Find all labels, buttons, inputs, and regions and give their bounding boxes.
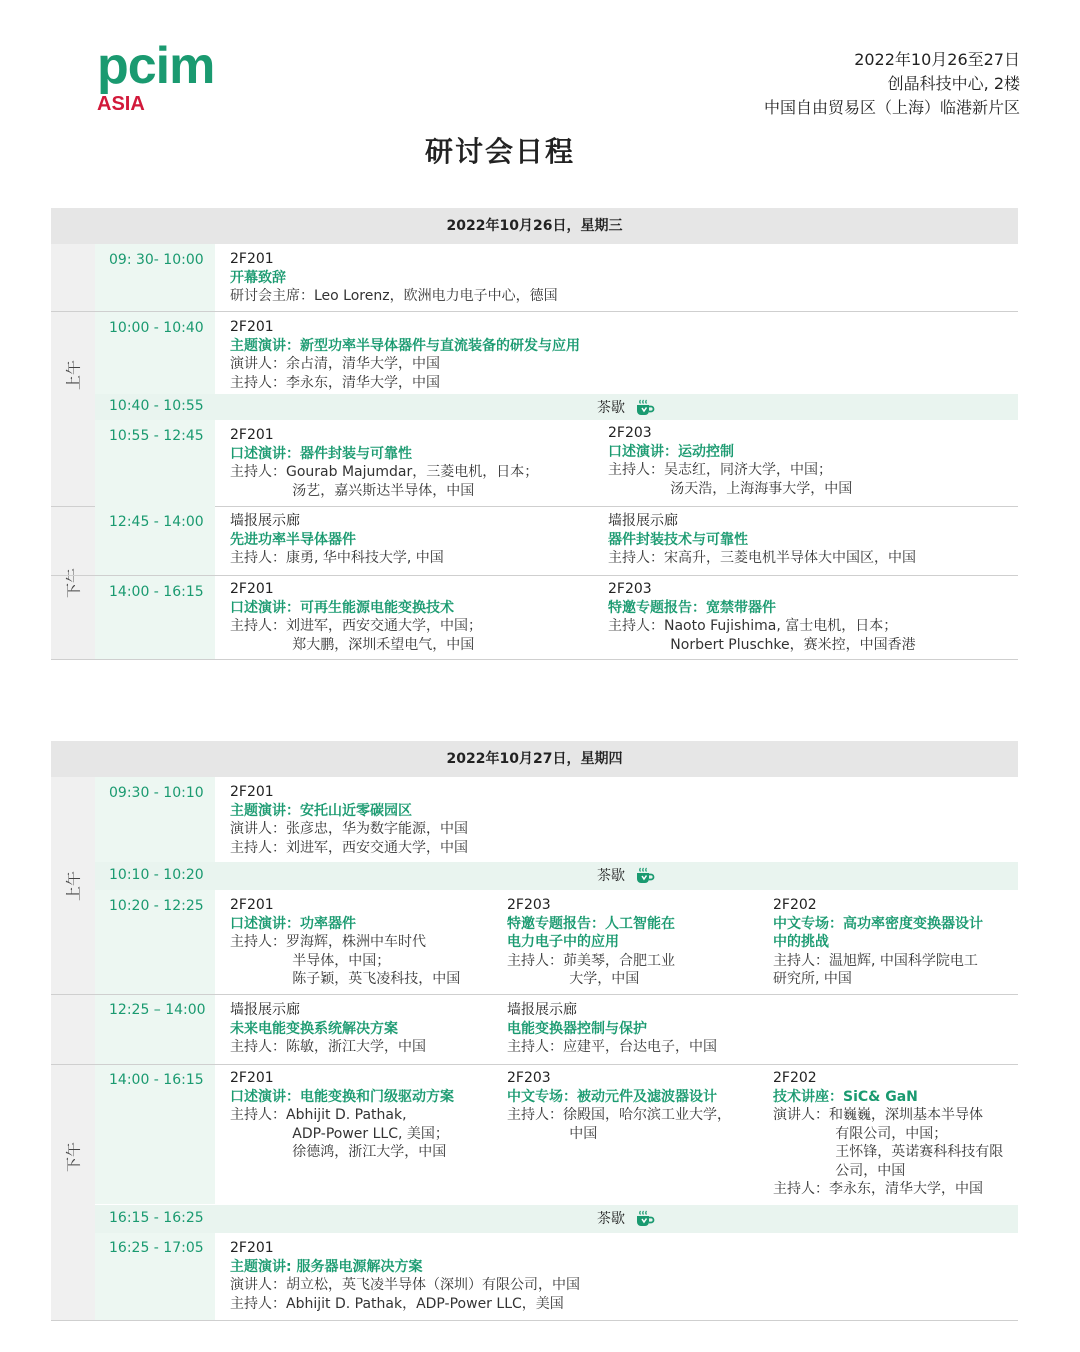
logo-main-text: pcim — [97, 37, 215, 95]
session-person: 主持人：宋高升，三菱电机半导体大中国区，中国 — [608, 550, 916, 566]
time-slot: 16:25 - 17:05 — [109, 1240, 204, 1256]
event-location: 中国自由贸易区（上海）临港新片区 — [763, 98, 1020, 117]
session-title: 口述演讲：功率器件 — [230, 915, 356, 932]
pcim-logo — [97, 37, 215, 115]
session-person: 主持人：李永东，清华大学，中国 — [773, 1181, 983, 1197]
session-person: 演讲人：和巍巍，深圳基本半导体 — [773, 1107, 983, 1123]
coffee-cup-icon — [635, 867, 655, 885]
session-person: 汤天浩，上海海事大学，中国 — [608, 480, 853, 497]
session-person: 中国 — [507, 1125, 598, 1142]
session-room: 2F201 — [230, 427, 274, 443]
session-person: 主持人：康勇, 华中科技大学, 中国 — [230, 550, 444, 566]
session-person: 主持人：刘进军，西安交通大学，中国； — [230, 618, 482, 634]
schedule-row — [51, 576, 1018, 660]
session-person: 主持人：李永东，清华大学，中国 — [230, 374, 440, 391]
tea-break-label — [597, 397, 655, 417]
session-person: 研究所, 中国 — [773, 971, 852, 987]
session-title: 先进功率半导体器件 — [230, 531, 356, 548]
session-room: 2F201 — [230, 1070, 274, 1086]
session-room: 2F201 — [230, 251, 274, 267]
break-text: 茶歇 — [597, 1211, 625, 1227]
session-person: 主持人：Gourab Majumdar，三菱电机，日本； — [230, 464, 539, 480]
session-room: 2F203 — [608, 581, 652, 597]
session-person: 主持人：Abhijit D. Pathak, — [230, 1107, 407, 1123]
session-person: 大学，中国 — [507, 971, 640, 987]
period-label: 上午 — [64, 870, 83, 901]
period-label: 上午 — [64, 359, 83, 391]
logo-sub-text: ASIA — [97, 93, 145, 115]
time-slot: 10:20 - 12:25 — [109, 898, 204, 914]
session-title: 技术讲座：SiC& GaN — [773, 1088, 918, 1105]
session — [773, 1069, 1003, 1199]
session-person: 郑大鹏，深圳禾望电气，中国 — [230, 636, 475, 653]
session-title: 口述演讲：电能变换和门级驱动方案 — [230, 1088, 454, 1105]
tea-break-row — [95, 394, 1018, 420]
session-title: 口述演讲：可再生能源电能变换技术 — [230, 599, 454, 616]
break-text: 茶歇 — [597, 868, 625, 884]
session — [230, 318, 580, 392]
schedule-row — [51, 1065, 1018, 1204]
session-person: 研讨会主席：Leo Lorenz，欧洲电力电子中心，德国 — [230, 288, 558, 304]
session — [230, 896, 460, 989]
session-title: 特邀专题报告：人工智能在 电力电子中的应用 — [507, 915, 675, 950]
coffee-cup-icon — [635, 1210, 655, 1228]
session-room: 2F201 — [230, 319, 274, 335]
time-slot: 09: 30- 10:00 — [109, 252, 204, 268]
session-person: 主持人：温旭辉, 中国科学院电工 — [773, 952, 978, 969]
session-room: 2F201 — [230, 581, 274, 597]
day-header: 2022年10月26日，星期三 — [51, 208, 1018, 244]
session-person: 主持人：茆美琴，合肥工业 — [507, 952, 675, 969]
session-person: 演讲人：余占清，清华大学，中国 — [230, 356, 440, 372]
coffee-cup-icon — [635, 399, 655, 417]
session — [230, 580, 482, 654]
time-slot: 14:00 - 16:15 — [109, 584, 204, 600]
session-person: Norbert Pluschke，赛米控，中国香港 — [608, 636, 916, 653]
session — [608, 580, 916, 654]
session — [230, 1069, 454, 1162]
session-title: 开幕致辞 — [230, 269, 286, 286]
session-room: 墙报展示廊 — [230, 1002, 300, 1018]
day-header: 2022年10月27日，星期四 — [51, 741, 1018, 777]
time-slot: 12:45 - 14:00 — [109, 514, 204, 530]
period-label: 下午 — [64, 567, 83, 598]
session-room: 2F202 — [773, 1070, 817, 1086]
session-person: ADP-Power LLC, 美国； — [230, 1125, 449, 1142]
schedule-row — [51, 312, 1018, 394]
session-person: 有限公司，中国； — [773, 1125, 948, 1142]
session-room: 墙报展示廊 — [507, 1002, 577, 1018]
session-person: 主持人：Naoto Fujishima, 富士电机，日本； — [608, 618, 898, 634]
time-slot: 10:55 - 12:45 — [109, 428, 204, 444]
session-title: 器件封装技术与可靠性 — [608, 531, 748, 548]
day-schedule-1 — [51, 208, 1018, 660]
time-slot: 10:40 - 10:55 — [109, 398, 204, 414]
session-person: 汤艺，嘉兴斯达半导体，中国 — [230, 482, 475, 499]
schedule-row — [51, 420, 1018, 507]
session-title: 中文专场：被动元件及滤波器设计 — [507, 1088, 717, 1105]
session-room: 2F201 — [230, 897, 274, 913]
session — [608, 512, 916, 568]
session-person: 演讲人：张彦忠，华为数字能源，中国 — [230, 821, 468, 837]
schedule-row — [51, 890, 1018, 995]
session — [507, 896, 675, 989]
session-person: 主持人：刘进军，西安交通大学，中国 — [230, 839, 468, 856]
session-person: 半导体，中国； — [230, 952, 391, 969]
session-title: 口述演讲：器件封装与可靠性 — [230, 445, 412, 462]
session — [230, 512, 444, 568]
time-slot: 10:00 - 10:40 — [109, 320, 204, 336]
session-title: 电能变换器控制与保护 — [507, 1020, 647, 1037]
tea-break-row — [95, 1205, 1018, 1233]
session-person: 主持人：徐殿国，哈尔滨工业大学， — [507, 1107, 731, 1123]
session-person: 王怀锋，英诺赛科科技有限 — [773, 1144, 1004, 1160]
break-text: 茶歇 — [597, 400, 625, 416]
session-room: 墙报展示廊 — [608, 513, 678, 529]
session — [230, 783, 468, 857]
session — [507, 1069, 731, 1143]
schedule-row — [51, 1233, 1018, 1321]
time-slot: 10:10 - 10:20 — [109, 867, 204, 883]
session — [608, 424, 852, 498]
session-room: 墙报展示廊 — [230, 513, 300, 529]
schedule-row — [51, 995, 1018, 1065]
tea-break-label — [597, 1208, 655, 1228]
session — [230, 426, 538, 500]
day-schedule-2 — [51, 741, 1018, 1321]
schedule-row — [51, 506, 1018, 576]
session — [230, 1239, 580, 1313]
session-room: 2F203 — [507, 897, 551, 913]
event-date: 2022年10月26至27日 — [854, 50, 1020, 69]
session-room: 2F203 — [507, 1070, 551, 1086]
session-title: 未来电能变换系统解决方案 — [230, 1020, 398, 1037]
session-title: 主题演讲: 服务器电源解决方案 — [230, 1258, 423, 1275]
session-person: 主持人：应建平，台达电子，中国 — [507, 1039, 717, 1055]
time-slot: 12:25 – 14:00 — [109, 1002, 206, 1018]
session-person: 徐德鸿，浙江大学，中国 — [230, 1144, 447, 1160]
page-title: 研讨会日程 — [424, 135, 575, 168]
session-room: 2F202 — [773, 897, 817, 913]
session — [230, 1001, 426, 1057]
session-title: 主题演讲：新型功率半导体器件与直流装备的研发与应用 — [230, 337, 580, 354]
session-title: 特邀专题报告：宽禁带器件 — [608, 599, 776, 616]
period-label: 下午 — [64, 1141, 83, 1173]
event-info — [764, 48, 1020, 120]
session — [230, 250, 558, 306]
session-title: 主题演讲：安托山近零碳园区 — [230, 802, 412, 819]
session-room: 2F201 — [230, 1240, 274, 1256]
session-room: 2F201 — [230, 784, 274, 800]
session-person: 演讲人：胡立松，英飞凌半导体（深圳）有限公司，中国 — [230, 1277, 580, 1293]
session-room: 2F203 — [608, 425, 652, 441]
session — [773, 896, 983, 989]
time-slot: 14:00 - 16:15 — [109, 1072, 204, 1088]
time-slot: 09:30 - 10:10 — [109, 785, 204, 801]
session-person: 主持人：Abhijit D. Pathak，ADP-Power LLC，美国 — [230, 1295, 564, 1312]
event-venue: 创晶科技中心, 2楼 — [887, 74, 1020, 93]
schedule-row — [51, 777, 1018, 862]
session-person: 主持人：罗海辉，株洲中车时代 — [230, 934, 426, 950]
tea-break-row — [95, 862, 1018, 890]
time-slot: 16:15 - 16:25 — [109, 1210, 204, 1226]
session — [507, 1001, 717, 1057]
session-title: 中文专场：高功率密度变换器设计 中的挑战 — [773, 915, 983, 950]
session-person: 公司，中国 — [773, 1162, 906, 1179]
session-person: 陈子颖，英飞凌科技，中国 — [230, 971, 461, 987]
session-title: 口述演讲：运动控制 — [608, 443, 734, 460]
tea-break-label — [597, 865, 655, 885]
session-person: 主持人：陈敏，浙江大学，中国 — [230, 1039, 426, 1055]
schedule-row — [51, 244, 1018, 312]
session-person: 主持人：吴志红，同济大学，中国； — [608, 462, 832, 478]
